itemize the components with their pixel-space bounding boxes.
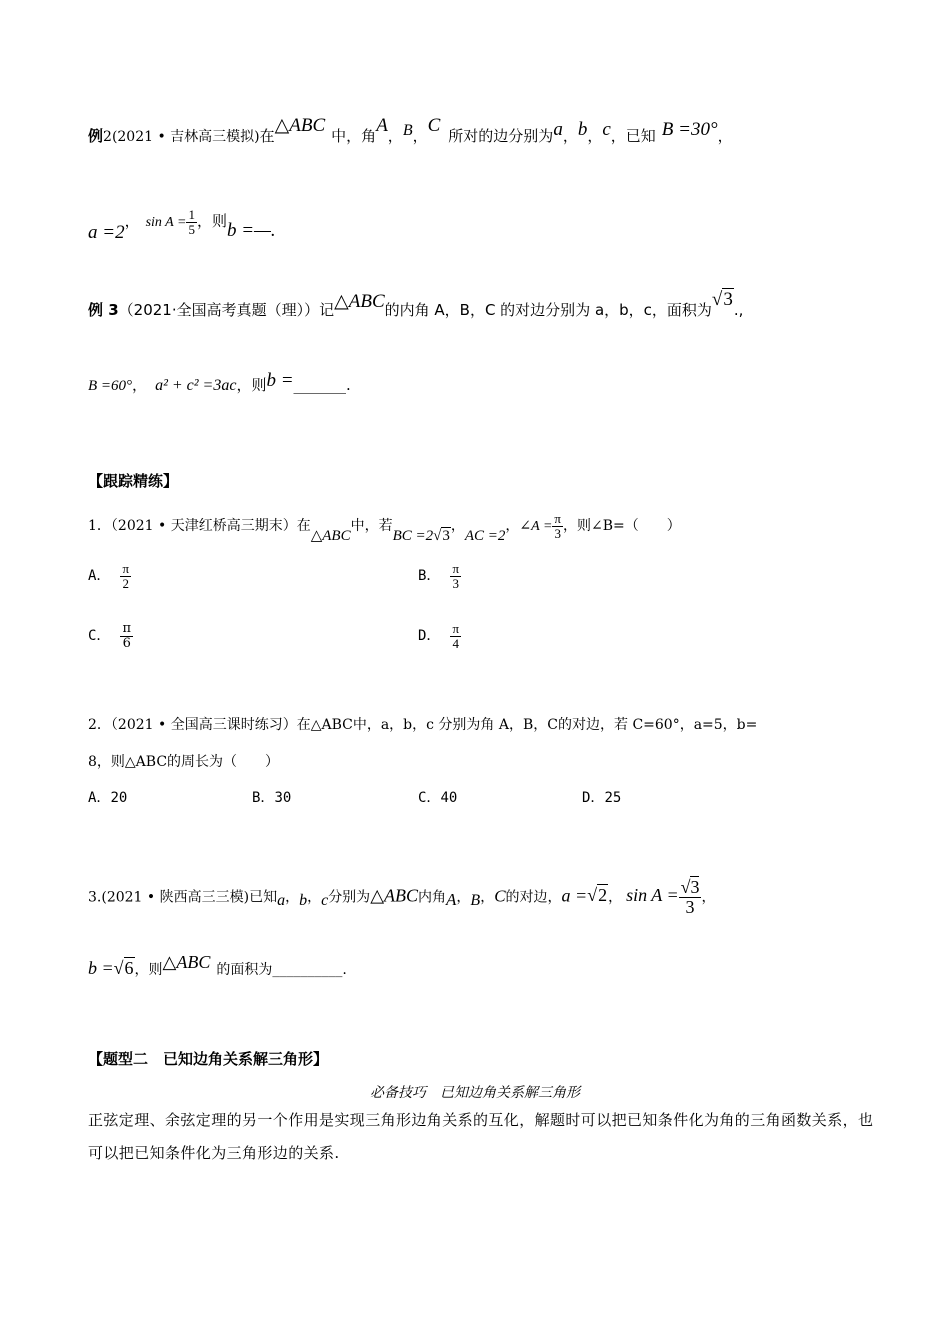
example-3-text: 的内角 A，B，C 的对边分别为 a，b，c，面积为 bbox=[384, 301, 712, 319]
text-ze: ，则 bbox=[236, 376, 267, 394]
var-C: C bbox=[427, 115, 441, 136]
fraction-numerator: π bbox=[452, 561, 460, 576]
text-fenbie: 分别为 bbox=[328, 889, 371, 906]
fraction-denominator: 3 bbox=[452, 575, 459, 591]
question-3-source: (2021 • 陕西高三三模) bbox=[101, 889, 250, 906]
fraction-numerator: π bbox=[122, 621, 131, 636]
var-b: b bbox=[299, 892, 308, 910]
question-1-option-c bbox=[88, 622, 133, 650]
triangle-abc: △ABC bbox=[310, 528, 351, 545]
text-zai: 在 bbox=[259, 127, 275, 145]
example-2-label: 例 bbox=[88, 127, 104, 145]
example-3-tail: ., bbox=[733, 301, 744, 319]
question-2-line-2: 8，则△ABC的周长为（ ） bbox=[88, 754, 280, 770]
example-3-label: 例 3 bbox=[88, 301, 119, 319]
example-3-line-2 bbox=[88, 370, 890, 396]
text-ze: ，则 bbox=[196, 212, 227, 231]
fraction-numerator: √3 bbox=[680, 877, 700, 897]
var-c: c bbox=[602, 119, 611, 140]
type-two-paragraph: 正弦定理、余弦定理的另一个作用是实现三角形边角关系的互化，解题时可以把已知条件化为角的三角函数关系，也可以把已知条件化为三角形边的关系. bbox=[88, 1111, 874, 1162]
var-A: A bbox=[376, 115, 388, 136]
comma: ， bbox=[562, 127, 578, 145]
question-2-option-b bbox=[252, 787, 291, 807]
option-value: 20 bbox=[110, 790, 128, 806]
question-1-tail: ，则∠B=（ ） bbox=[562, 518, 681, 535]
option-value: 25 bbox=[604, 790, 622, 806]
var-a: a bbox=[553, 119, 563, 140]
option-label: B． bbox=[252, 790, 275, 806]
sqrt-value: 2 bbox=[598, 885, 608, 906]
question-1-option-d bbox=[418, 622, 461, 650]
option-label: A． bbox=[88, 790, 111, 806]
question-3-line-1 bbox=[88, 878, 890, 917]
sqrt-value: 3 bbox=[723, 289, 733, 310]
comma: ， bbox=[701, 889, 716, 906]
option-fraction bbox=[450, 622, 461, 650]
triangle-abc: △ABC bbox=[162, 952, 211, 972]
comma: ， bbox=[480, 889, 495, 906]
var-C: C bbox=[494, 886, 506, 906]
var-B: B bbox=[470, 892, 481, 910]
option-label: C． bbox=[88, 628, 111, 645]
comma: ， bbox=[505, 518, 520, 535]
option-label: B． bbox=[418, 568, 441, 585]
sqrt-value: 6 bbox=[124, 958, 134, 978]
option-value: 30 bbox=[274, 790, 292, 806]
period: . bbox=[342, 962, 347, 978]
example-3-source: （2021·全国高考真题（理））记 bbox=[118, 301, 335, 319]
fraction-numerator: π bbox=[554, 511, 561, 526]
question-2-option-d bbox=[582, 787, 621, 807]
question-2-option-a bbox=[88, 787, 127, 807]
text-yizhi: ，已知 bbox=[610, 127, 656, 145]
comma: ， bbox=[608, 889, 623, 906]
text-neijiao: 内角 bbox=[418, 889, 447, 906]
var-B: B bbox=[402, 122, 413, 139]
fraction-denominator: 6 bbox=[122, 635, 131, 651]
fraction-numerator: π bbox=[122, 561, 130, 576]
question-1-option-b bbox=[418, 562, 461, 590]
answer-blank: _______ bbox=[293, 376, 347, 394]
comma: ， bbox=[307, 889, 322, 906]
sin-A-label: sin A = bbox=[145, 215, 187, 231]
example-2-number: 2 bbox=[103, 129, 112, 145]
option-label: D． bbox=[418, 628, 441, 645]
question-1-line bbox=[88, 511, 890, 545]
var-c: c bbox=[321, 892, 329, 910]
option-label: C． bbox=[418, 790, 441, 806]
comma: ， bbox=[456, 889, 471, 906]
text-ze: ，则 bbox=[134, 962, 163, 978]
condition-a: a =2 bbox=[88, 222, 125, 244]
text-mianji: 的面积为 bbox=[216, 962, 273, 978]
fraction-pi-over-3 bbox=[552, 512, 563, 540]
triangle-abc: △ABC bbox=[370, 885, 419, 906]
fraction-sqrt3-over-3 bbox=[679, 878, 702, 917]
sqrt-three: √3 bbox=[433, 528, 450, 545]
comma: ， bbox=[450, 518, 465, 535]
sin-A-label: sin A = bbox=[626, 885, 679, 906]
sqrt-three: √3 bbox=[711, 289, 733, 310]
answer-blank: __________ bbox=[272, 962, 343, 978]
question-1-option-a bbox=[88, 562, 131, 590]
sqrt-six: √6 bbox=[113, 958, 134, 978]
example-2-line-1 bbox=[88, 115, 890, 147]
side-ac: AC =2 bbox=[464, 528, 506, 545]
period: . bbox=[346, 376, 351, 394]
comma: ， bbox=[717, 127, 733, 145]
example-2-line-2 bbox=[88, 207, 890, 244]
comma: ， bbox=[124, 212, 140, 231]
option-label: D． bbox=[582, 790, 605, 806]
var-a: a bbox=[277, 892, 286, 910]
type-two-subtitle: 必备技巧 已知边角关系解三角形 bbox=[370, 1085, 580, 1101]
text-duibian: 的对边， bbox=[505, 889, 562, 906]
text-zhong-ruo: 中，若 bbox=[350, 518, 393, 535]
text-zhong-jiao: 中，角 bbox=[331, 127, 377, 145]
example-2-source: (2021 • 吉林高三模拟) bbox=[111, 129, 260, 145]
comma: ， bbox=[285, 889, 300, 906]
text-yizhi: 已知 bbox=[249, 889, 278, 906]
option-fraction bbox=[120, 562, 131, 590]
fraction-numerator: π bbox=[452, 621, 460, 636]
tracking-heading: 【跟踪精练】 bbox=[88, 472, 179, 490]
example-3-line-1 bbox=[88, 289, 890, 321]
question-1-source: （2021 • 天津红桥高三期末）在 bbox=[110, 518, 311, 535]
question-2-option-c bbox=[418, 787, 457, 807]
var-b: b bbox=[577, 119, 588, 140]
fraction-denominator: 3 bbox=[554, 525, 561, 541]
equation-a2-c2: a² + c² =3ac bbox=[155, 377, 237, 394]
fraction-denominator: 5 bbox=[188, 221, 195, 237]
sqrt-two: √2 bbox=[587, 885, 608, 906]
condition-b-lhs: b = bbox=[88, 958, 114, 978]
triangle-abc: △ABC bbox=[274, 115, 326, 136]
condition-B60: B =60° bbox=[88, 378, 133, 394]
answer-b: b =—. bbox=[226, 220, 276, 242]
comma: ， bbox=[132, 376, 148, 394]
fraction-denominator: 2 bbox=[122, 575, 129, 591]
sqrt-value: 3 bbox=[442, 528, 450, 545]
condition-B: B =30° bbox=[661, 119, 718, 140]
question-3-number: 3. bbox=[88, 889, 102, 906]
angle-A: ∠A = bbox=[519, 519, 553, 535]
comma: ， bbox=[387, 127, 403, 145]
fraction-numerator: 1 bbox=[188, 207, 195, 222]
side-bc: BC =2 bbox=[392, 528, 434, 545]
var-A: A bbox=[446, 890, 457, 910]
type-two-heading: 【题型二 已知边角关系解三角形】 bbox=[88, 1050, 329, 1068]
option-fraction bbox=[120, 622, 133, 650]
question-2-line-1: 2．（2021 • 全国高三课时练习）在△ABC中，a，b，c 分别为角 A，B，C的对边，若 C=60°，a=5，b= bbox=[88, 717, 758, 733]
fraction-one-fifth bbox=[186, 208, 197, 236]
comma: ， bbox=[587, 127, 603, 145]
comma: ， bbox=[412, 127, 428, 145]
condition-a-lhs: a = bbox=[561, 885, 588, 906]
text-suodui: 所对的边分别为 bbox=[448, 127, 554, 145]
triangle-abc: △ABC bbox=[334, 291, 385, 312]
fraction-denominator: 4 bbox=[452, 635, 459, 651]
fraction-denominator: 3 bbox=[685, 896, 695, 917]
option-value: 40 bbox=[440, 790, 458, 806]
option-label: A． bbox=[88, 568, 111, 585]
question-3-line-2 bbox=[88, 952, 890, 979]
option-fraction bbox=[450, 562, 461, 590]
question-1-number: 1． bbox=[88, 518, 111, 535]
answer-b-lhs: b = bbox=[266, 370, 294, 391]
sqrt-value: 3 bbox=[690, 877, 700, 897]
